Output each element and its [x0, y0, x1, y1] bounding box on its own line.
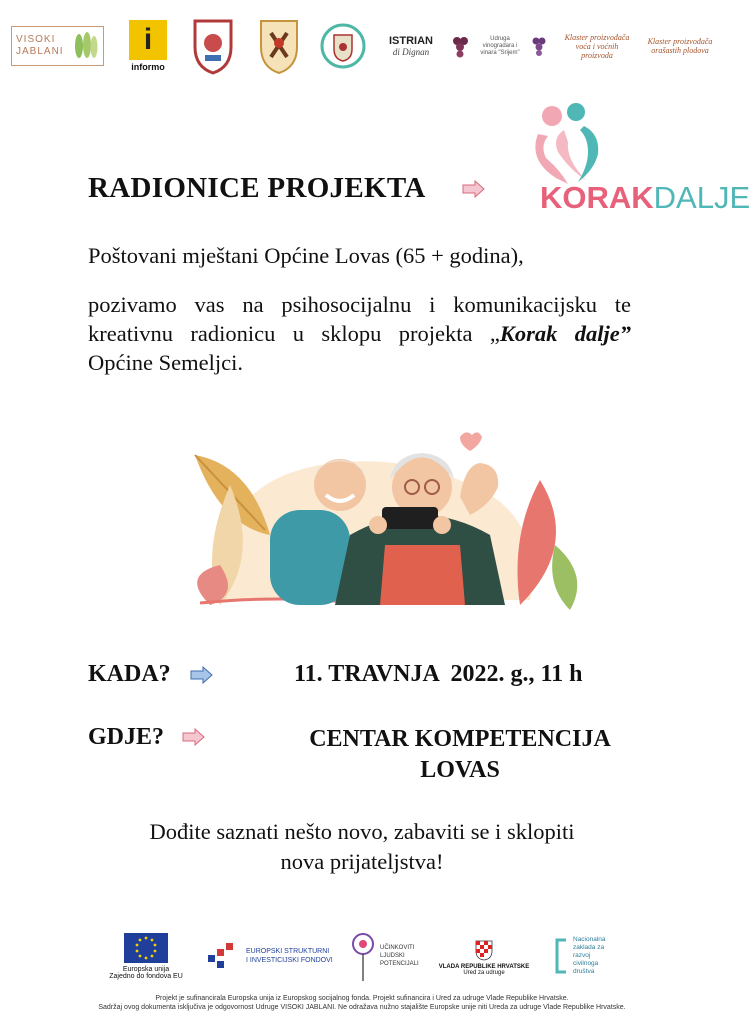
dalje-text: DALJE: [653, 180, 750, 215]
ulp-logo: [350, 925, 419, 987]
vlada-logo: [436, 925, 532, 987]
istrian-logo: [384, 14, 438, 78]
vinogradari-text: Udruga vinogradara i vinara "Srijem": [480, 35, 520, 56]
intro-paragraph: Poštovani mještani Općine Lovas (65 + godina),: [88, 243, 524, 268]
disclaimer-line1: Projekt je sufinancirala Europska unija iz Europskog socijalnog fonda. Projekt sufinancira i Ured za udruge Vlade Republike Hrvatske.: [155, 995, 569, 1002]
round-crest-logo: [320, 14, 366, 78]
esi-funds-icon: [206, 941, 240, 971]
klaster-voce-logo: [560, 14, 634, 78]
when-value: 11. TRAVNJA 2022. g., 11 h: [294, 661, 583, 687]
bracket-icon: [554, 938, 568, 974]
nzrcd-text1: Nacionalna: [573, 936, 606, 943]
istrian-subtext: di Dignan: [392, 47, 430, 57]
vlada-text1: VLADA REPUBLIKE HRVATSKE: [438, 963, 530, 970]
nzrcd-logo: [554, 925, 624, 987]
nzrcd-text2: zaklada za: [573, 944, 605, 951]
where-line2: LOVAS: [420, 757, 500, 783]
ulp-text2: LJUDSKI: [380, 953, 405, 959]
visoki-jablani-logo: [10, 14, 105, 78]
grapes-icon: [450, 33, 470, 59]
ulp-text3: POTENCIJALI: [380, 961, 419, 967]
croatian-coat-of-arms-icon: [474, 937, 494, 961]
vlada-text2: Ured za udruge: [463, 969, 505, 976]
vinogradari-logo: [450, 14, 548, 78]
invitation-end: Općine Semeljci.: [88, 350, 243, 375]
istrian-text: ISTRIAN: [389, 35, 433, 47]
disclaimer-line2: Sadržaj ovog dokumenta isključiva je odgovornost Udruge VISOKI JABLANI. Ne odražava nužno stajalište Europske unije niti Ureda za udruge Vlade Republike Hrvatske.: [98, 1004, 626, 1011]
informo-text: informo: [131, 62, 165, 72]
klaster-orasasti-text: Klaster proizvođača orašastih plodova: [647, 37, 713, 55]
nzrcd-text5: društva: [573, 968, 595, 975]
grapes-icon-right: [530, 35, 548, 57]
where-label: GDJE?: [88, 724, 165, 750]
village-crest-logo: [256, 14, 302, 78]
eu-text2: Zajedno do fondova EU: [109, 972, 183, 980]
pink-arrow-icon: [462, 180, 486, 198]
where-value: [290, 724, 630, 786]
poplar-trees-icon: [71, 32, 99, 60]
klaster-orasasti-logo: [642, 14, 718, 78]
eu-logo: [108, 925, 184, 987]
visoki-jablani-text: VISOKI JABLANI: [16, 34, 64, 57]
blue-arrow-icon: [190, 666, 214, 684]
when-label: KADA?: [88, 661, 171, 687]
flower-icon: [350, 931, 376, 981]
ulp-text1: UČINKOVITI: [380, 945, 415, 951]
korak-text: KORAK: [540, 180, 654, 215]
klaster-voce-text: Klaster proizvođača voća i voćnih proizvoda: [564, 32, 630, 60]
closing-line1: Dođite saznati nešto novo, zabaviti se i sklopiti: [149, 819, 575, 844]
crest-icon: [191, 17, 235, 75]
page-title-text: RADIONICE PROJEKTA: [88, 172, 426, 204]
page-title: [88, 172, 426, 205]
eu-text1: Europska unija: [122, 965, 170, 973]
pink-arrow-icon-where: [182, 728, 206, 746]
round-seal-icon: [320, 23, 366, 69]
nzrcd-text3: razvoj: [573, 952, 591, 959]
shield-icon: [257, 17, 301, 75]
disclaimer: [40, 994, 684, 1012]
nzrcd-text4: civilnoga: [573, 960, 599, 967]
elderly-couple-illustration: [160, 425, 590, 615]
closing-line2: nova prijateljstva!: [280, 849, 444, 874]
invitation-text: pozivamo vas na psihosocijalnu i komunikacijsku te kreativnu radionicu u sklopu projekta „: [88, 292, 631, 346]
where-line1: CENTAR KOMPETENCIJA: [309, 726, 611, 752]
heart-people-icon: [522, 100, 714, 184]
eu-flag-icon: [124, 933, 168, 963]
invitation-paragraph: [88, 290, 631, 377]
esi-text2: I INVESTICIJSKI FONDOVI: [246, 957, 333, 964]
esi-funds-logo: [206, 925, 346, 987]
esi-text1: EUROPSKI STRUKTURNI: [246, 948, 330, 955]
korak-dalje-logo: [522, 100, 750, 218]
coat-of-arms-logo: [190, 14, 236, 78]
project-name: Korak dalje”: [499, 321, 631, 346]
closing-message: [60, 817, 664, 877]
informo-logo: i informo: [128, 14, 168, 78]
